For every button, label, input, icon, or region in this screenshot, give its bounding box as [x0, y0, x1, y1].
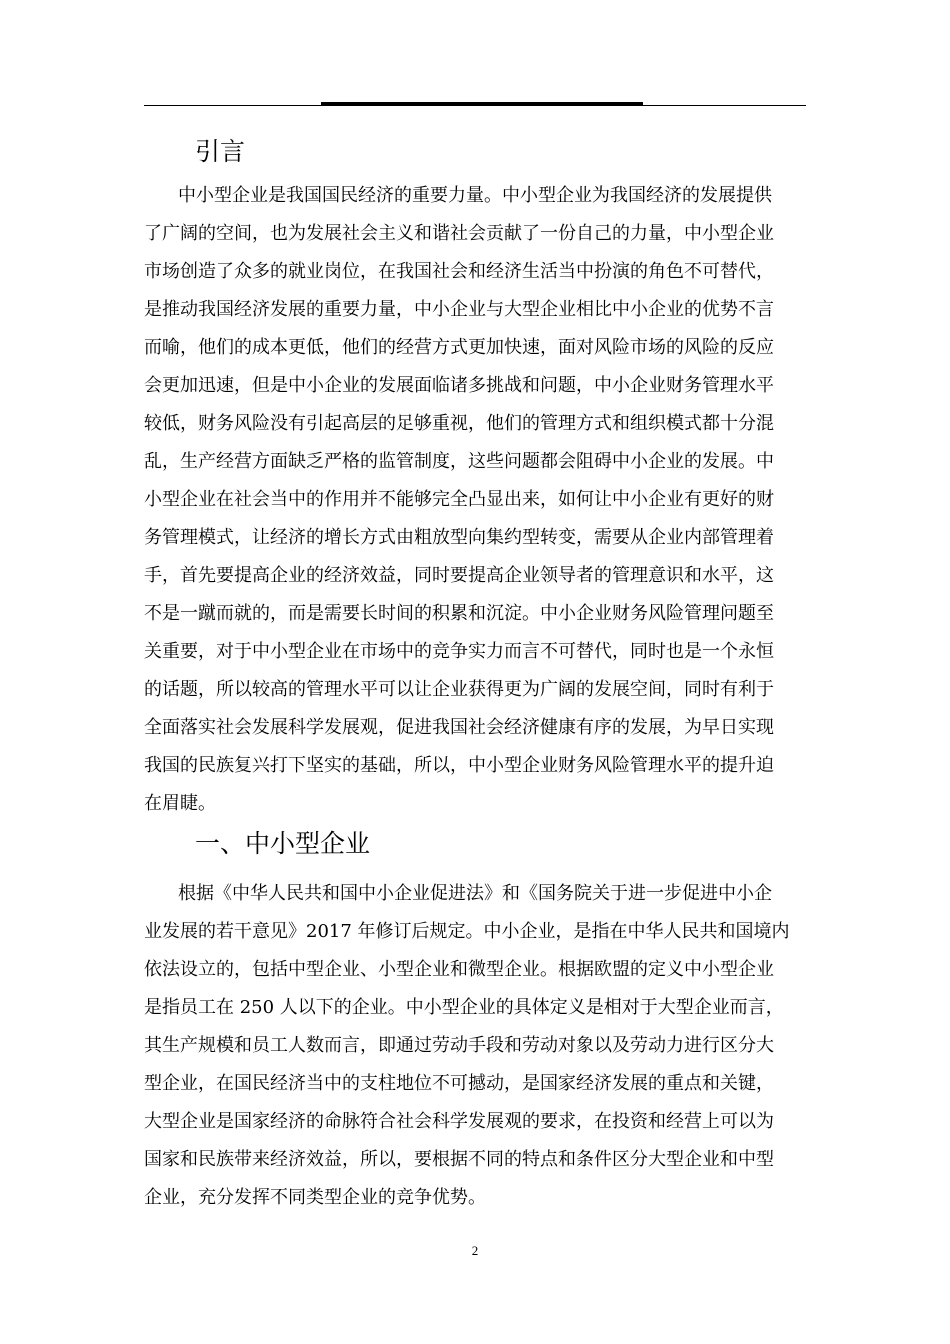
- paragraph-line: 大型企业是国家经济的命脉符合社会科学发展观的要求，在投资和经营上可以为: [144, 1111, 774, 1132]
- paragraph-line: 乱，生产经营方面缺乏严格的监管制度，这些问题都会阻碍中小企业的发展。中: [144, 451, 774, 472]
- paragraph-line: 务管理模式，让经济的增长方式由粗放型向集约型转变，需要从企业内部管理着: [144, 527, 774, 548]
- paragraph-line: 小型企业在社会当中的作用并不能够完全凸显出来，如何让中小企业有更好的财: [144, 489, 774, 510]
- paragraph-line: 会更加迅速，但是中小企业的发展面临诸多挑战和问题，中小企业财务管理水平: [144, 375, 774, 396]
- paragraph-line: 全面落实社会发展科学发展观，促进我国社会经济健康有序的发展，为早日实现: [144, 717, 774, 738]
- paragraph-line: 是推动我国经济发展的重要力量，中小企业与大型企业相比中小企业的优势不言: [144, 299, 774, 320]
- paragraph-line: 业发展的若干意见》2017 年修订后规定。中小企业，是指在中华人民共和国境内: [144, 921, 790, 942]
- paragraph-line: 企业，充分发挥不同类型企业的竞争优势。: [144, 1187, 486, 1208]
- paragraph-line: 是指员工在 250 人以下的企业。中小型企业的具体定义是相对于大型企业而言，: [144, 997, 784, 1018]
- header-accent-rule: [321, 102, 643, 105]
- paragraph-line: 较低，财务风险没有引起高层的足够重视，他们的管理方式和组织模式都十分混: [144, 413, 774, 434]
- paragraph-line: 的话题，所以较高的管理水平可以让企业获得更为广阔的发展空间，同时有利于: [144, 679, 774, 700]
- paragraph-line: 根据《中华人民共和国中小企业促进法》和《国务院关于进一步促进中小企: [178, 883, 772, 904]
- paragraph-line: 不是一蹴而就的，而是需要长时间的积累和沉淀。中小企业财务风险管理问题至: [144, 603, 774, 624]
- paragraph-line: 我国的民族复兴打下坚实的基础，所以，中小型企业财务风险管理水平的提升迫: [144, 755, 774, 776]
- section-heading: 一、中小型企业: [195, 829, 371, 858]
- paragraph-line: 中小型企业是我国国民经济的重要力量。中小型企业为我国经济的发展提供: [178, 185, 772, 206]
- page-number: 2: [471, 1243, 479, 1258]
- intro-heading: 引言: [195, 137, 246, 166]
- paragraph-line: 市场创造了众多的就业岗位，在我国社会和经济生活当中扮演的角色不可替代，: [144, 261, 774, 282]
- paragraph-line: 依法设立的，包括中型企业、小型企业和微型企业。根据欧盟的定义中小型企业: [144, 959, 774, 980]
- header-rule: [144, 105, 806, 106]
- paragraph-line: 而喻，他们的成本更低，他们的经营方式更加快速，面对风险市场的风险的反应: [144, 337, 774, 358]
- paragraph-line: 国家和民族带来经济效益，所以，要根据不同的特点和条件区分大型企业和中型: [144, 1149, 774, 1170]
- paragraph-line: 在眉睫。: [144, 793, 216, 814]
- paragraph-line: 了广阔的空间，也为发展社会主义和谐社会贡献了一份自己的力量，中小型企业: [144, 223, 774, 244]
- paragraph-line: 关重要，对于中小型企业在市场中的竞争实力而言不可替代，同时也是一个永恒: [144, 641, 774, 662]
- paragraph-line: 型企业，在国民经济当中的支柱地位不可撼动，是国家经济发展的重点和关键，: [144, 1073, 774, 1094]
- paragraph-line: 其生产规模和员工人数而言，即通过劳动手段和劳动对象以及劳动力进行区分大: [144, 1035, 774, 1056]
- paragraph-line: 手，首先要提高企业的经济效益，同时要提高企业领导者的管理意识和水平，这: [144, 565, 774, 586]
